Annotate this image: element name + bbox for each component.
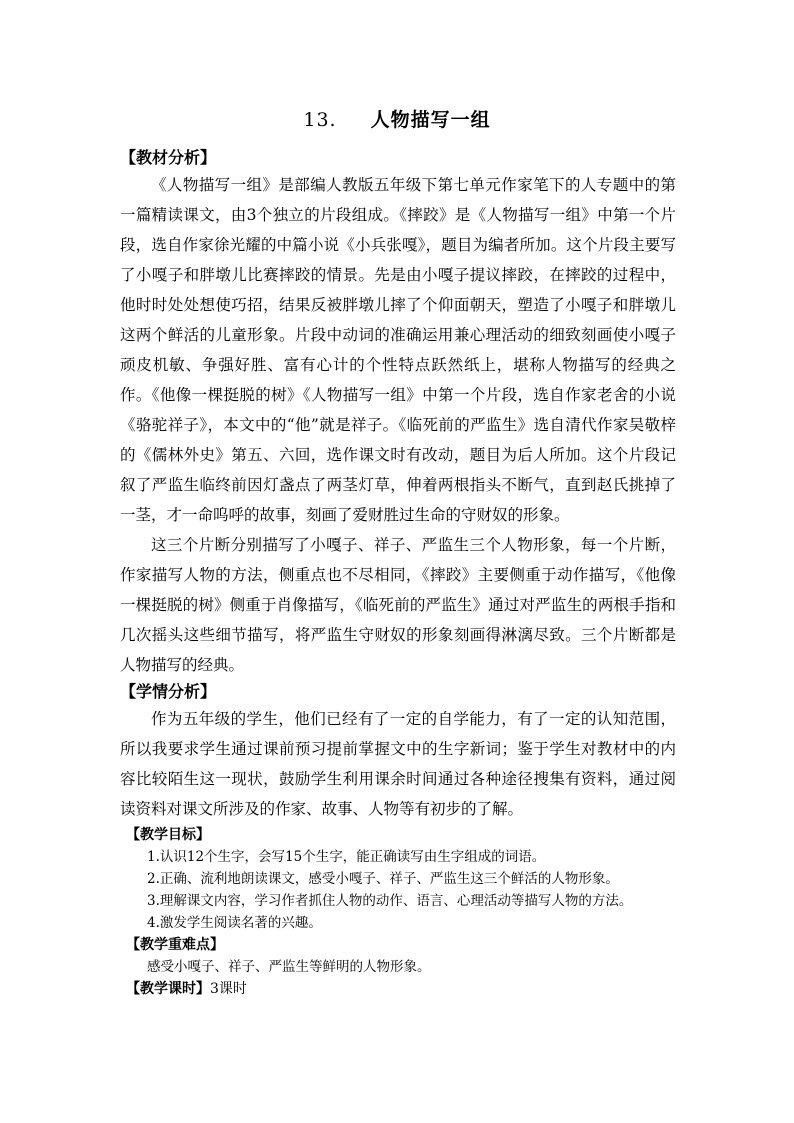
title-text: 人物描写一组 xyxy=(370,109,491,131)
list-item: 1.认识12个生字，会写15个生字，能正确读写由生字组成的词语。 xyxy=(147,849,546,865)
section-heading-zhongnan: 【教学重难点】 xyxy=(126,937,224,953)
section-heading-jiaocai: 【教材分析】 xyxy=(120,148,217,167)
list-item: 3.理解课文内容，学习作者抓住人物的动作、语言、心理活动等描写人物的方法。 xyxy=(147,893,633,909)
paragraph: 这三个片断分别描写了小嘎子、祥子、严监生三个人物形象，每一个片断，作家描写人物的方法，侧重点也不尽相同，《摔跤》主要侧重于动作描写，《他像一棵挺脱的树》侧重于肖像描写，《临死前的严监生》通过对严监生的两根手指和几次摇头这些细节描写，将严监生守财奴的形象刻画得淋漓尽致。三个片断都是人物描写的经典。 xyxy=(120,536,676,674)
list-item: 感受小嘎子、祥子、严监生等鲜明的人物形象。 xyxy=(147,959,431,975)
document-title xyxy=(0,105,794,132)
title-number: 13. xyxy=(303,109,337,131)
section-heading-xueqing: 【学情分析】 xyxy=(120,682,217,701)
section-heading-keshi: 【教学课时】 xyxy=(126,981,210,997)
section-keshi xyxy=(126,978,676,1000)
list-item: 2.正确、流利地朗读课文，感受小嘎子、祥子、严监生这三个鲜活的人物形象。 xyxy=(147,871,619,887)
keshi-value: 3课时 xyxy=(210,981,247,997)
paragraph: 作为五年级的学生，他们已经有了一定的自学能力，有了一定的认知范围，所以我要求学生通过课前预习提前掌握文中的生字新词；鉴于学生对教材中的内容比较陌生这一现状，鼓励学生利用课余时间通过各种途径搜集有资料，通过阅读资料对课文所涉及的作家、故事、人物等有初步的了解。 xyxy=(120,710,676,818)
list-item: 4.激发学生阅读名著的兴趣。 xyxy=(147,915,322,931)
paragraph: 《人物描写一组》是部编人教版五年级下第七单元作家笔下的人专题中的第一篇精读课文，由3个独立的片段组成。《摔跤》是《人物描写一组》中第一个片段，选自作家徐光耀的中篇小说《小兵张嘎》，题目为编者所加。这个片段主要写了小嘎子和胖墩儿比赛摔跤的情景。先是由小嘎子提议摔跤，在摔跤的过程中，他时时处处想使巧招，结果反被胖墩儿摔了个仰面朝天，塑造了小嘎子和胖墩儿这两个鲜活的儿童形象。片段中动词的准确运用兼心理活动的细致刻画使小嘎子顽皮机敏、争强好胜、富有心计的个性特点跃然纸上，堪称人物描写的经典之作。《他像一棵挺脱的树》《人物描写一组》中第一个片段，选自作家老舍的小说《骆驼祥子》，本文中的“他”就是祥子。《临死前的严监生》选自清代作家吴敬梓的《儒林外史》第五、六回，选作课文时有改动，题目为后人所加。这个片段记叙了严监生临终前因灯盏点了两茎灯草，伸着两根指头不断气，直到赵氏挑掉了一茎，才一命呜呼的故事，刻画了爱财胜过生命的守财奴的形象。 xyxy=(120,176,676,524)
document-body xyxy=(120,146,676,1000)
section-heading-mubiao: 【教学目标】 xyxy=(126,827,210,843)
